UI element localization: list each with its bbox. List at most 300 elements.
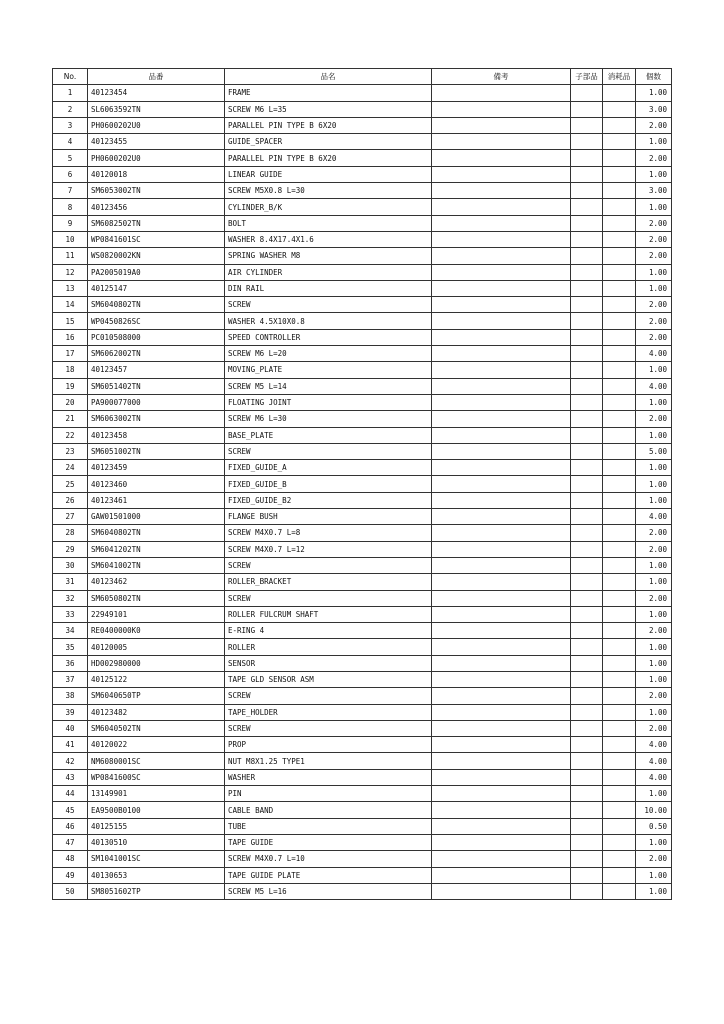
table-row	[53, 85, 672, 101]
cell-no: 29	[53, 541, 88, 557]
cell-part-number: WP0841601SC	[88, 231, 225, 247]
table-row	[53, 802, 672, 818]
cell-remarks	[432, 769, 571, 785]
cell-consumable	[603, 590, 636, 606]
cell-subpart	[571, 688, 603, 704]
table-header-row	[53, 69, 672, 85]
cell-subpart	[571, 476, 603, 492]
cell-quantity: 1.00	[636, 704, 672, 720]
table-row	[53, 476, 672, 492]
cell-subpart	[571, 215, 603, 231]
cell-subpart	[571, 623, 603, 639]
cell-no: 28	[53, 525, 88, 541]
cell-no: 32	[53, 590, 88, 606]
cell-remarks	[432, 606, 571, 622]
cell-remarks	[432, 150, 571, 166]
table-row	[53, 786, 672, 802]
table-row	[53, 606, 672, 622]
cell-consumable	[603, 346, 636, 362]
header-part-name: 品名	[225, 69, 432, 85]
cell-no: 1	[53, 85, 88, 101]
cell-quantity: 3.00	[636, 183, 672, 199]
cell-remarks	[432, 166, 571, 182]
cell-no: 31	[53, 574, 88, 590]
cell-subpart	[571, 720, 603, 736]
cell-consumable	[603, 769, 636, 785]
cell-quantity: 1.00	[636, 786, 672, 802]
cell-part-number: 40123462	[88, 574, 225, 590]
cell-subpart	[571, 394, 603, 410]
header-quantity: 個数	[636, 69, 672, 85]
cell-part-number: SM6062002TN	[88, 346, 225, 362]
table-row	[53, 688, 672, 704]
cell-subpart	[571, 313, 603, 329]
cell-remarks	[432, 688, 571, 704]
cell-no: 34	[53, 623, 88, 639]
cell-no: 39	[53, 704, 88, 720]
cell-part-number: SM6040650TP	[88, 688, 225, 704]
cell-part-number: PC010508000	[88, 329, 225, 345]
cell-remarks	[432, 199, 571, 215]
table-row	[53, 313, 672, 329]
cell-consumable	[603, 394, 636, 410]
cell-no: 15	[53, 313, 88, 329]
cell-part-name: SPRING WASHER M8	[225, 248, 432, 264]
cell-part-name: PROP	[225, 737, 432, 753]
cell-part-name: E-RING 4	[225, 623, 432, 639]
cell-part-name: DIN RAIL	[225, 280, 432, 296]
cell-consumable	[603, 134, 636, 150]
cell-no: 4	[53, 134, 88, 150]
table-row	[53, 101, 672, 117]
table-row	[53, 818, 672, 834]
header-no: No.	[53, 69, 88, 85]
cell-consumable	[603, 867, 636, 883]
cell-consumable	[603, 150, 636, 166]
cell-no: 42	[53, 753, 88, 769]
cell-part-number: SM6040802TN	[88, 297, 225, 313]
cell-no: 16	[53, 329, 88, 345]
table-row	[53, 199, 672, 215]
cell-no: 45	[53, 802, 88, 818]
cell-remarks	[432, 443, 571, 459]
cell-consumable	[603, 720, 636, 736]
cell-remarks	[432, 590, 571, 606]
cell-remarks	[432, 411, 571, 427]
cell-subpart	[571, 297, 603, 313]
cell-quantity: 4.00	[636, 378, 672, 394]
cell-subpart	[571, 606, 603, 622]
cell-quantity: 2.00	[636, 297, 672, 313]
cell-subpart	[571, 802, 603, 818]
table-row	[53, 443, 672, 459]
cell-remarks	[432, 362, 571, 378]
cell-part-number: PH0600202U0	[88, 150, 225, 166]
cell-quantity: 1.00	[636, 394, 672, 410]
cell-part-number: HD002980000	[88, 655, 225, 671]
cell-quantity: 2.00	[636, 248, 672, 264]
cell-part-number: WS0820002KN	[88, 248, 225, 264]
cell-consumable	[603, 215, 636, 231]
cell-consumable	[603, 362, 636, 378]
cell-part-name: BASE_PLATE	[225, 427, 432, 443]
table-body	[53, 85, 672, 900]
cell-no: 35	[53, 639, 88, 655]
cell-part-number: PA2005019A0	[88, 264, 225, 280]
cell-no: 22	[53, 427, 88, 443]
table-row	[53, 183, 672, 199]
table-row	[53, 883, 672, 899]
cell-consumable	[603, 85, 636, 101]
cell-remarks	[432, 574, 571, 590]
cell-remarks	[432, 655, 571, 671]
cell-consumable	[603, 443, 636, 459]
cell-part-name: TAPE GLD SENSOR ASM	[225, 671, 432, 687]
cell-no: 18	[53, 362, 88, 378]
cell-remarks	[432, 639, 571, 655]
cell-no: 46	[53, 818, 88, 834]
cell-no: 19	[53, 378, 88, 394]
table-row	[53, 834, 672, 850]
cell-no: 12	[53, 264, 88, 280]
cell-subpart	[571, 427, 603, 443]
cell-no: 44	[53, 786, 88, 802]
cell-part-number: EA9500B0100	[88, 802, 225, 818]
cell-quantity: 2.00	[636, 720, 672, 736]
cell-consumable	[603, 476, 636, 492]
cell-subpart	[571, 851, 603, 867]
cell-remarks	[432, 378, 571, 394]
cell-no: 50	[53, 883, 88, 899]
cell-part-name: WASHER	[225, 769, 432, 785]
table-row	[53, 623, 672, 639]
cell-subpart	[571, 411, 603, 427]
header-consumable: 消耗品	[603, 69, 636, 85]
table-row	[53, 557, 672, 573]
cell-remarks	[432, 883, 571, 899]
cell-part-number: 40125122	[88, 671, 225, 687]
cell-quantity: 2.00	[636, 231, 672, 247]
cell-no: 9	[53, 215, 88, 231]
cell-subpart	[571, 492, 603, 508]
cell-consumable	[603, 883, 636, 899]
cell-remarks	[432, 346, 571, 362]
cell-remarks	[432, 248, 571, 264]
cell-part-name: ROLLER	[225, 639, 432, 655]
cell-consumable	[603, 606, 636, 622]
cell-remarks	[432, 802, 571, 818]
cell-part-number: 40123458	[88, 427, 225, 443]
cell-part-name: TAPE GUIDE PLATE	[225, 867, 432, 883]
cell-consumable	[603, 231, 636, 247]
cell-quantity: 2.00	[636, 590, 672, 606]
cell-part-number: SM6051402TN	[88, 378, 225, 394]
cell-part-name: SCREW	[225, 443, 432, 459]
cell-consumable	[603, 786, 636, 802]
cell-part-name: WASHER 8.4X17.4X1.6	[225, 231, 432, 247]
cell-consumable	[603, 737, 636, 753]
cell-no: 3	[53, 117, 88, 133]
header-part-number: 品番	[88, 69, 225, 85]
cell-subpart	[571, 737, 603, 753]
cell-subpart	[571, 574, 603, 590]
cell-part-name: PIN	[225, 786, 432, 802]
cell-no: 11	[53, 248, 88, 264]
table-row	[53, 231, 672, 247]
cell-part-name: FIXED_GUIDE_B	[225, 476, 432, 492]
cell-subpart	[571, 378, 603, 394]
table-row	[53, 867, 672, 883]
cell-part-name: MOVING_PLATE	[225, 362, 432, 378]
cell-subpart	[571, 704, 603, 720]
cell-subpart	[571, 199, 603, 215]
table-row	[53, 769, 672, 785]
cell-no: 36	[53, 655, 88, 671]
cell-quantity: 1.00	[636, 655, 672, 671]
cell-part-number: SM6041202TN	[88, 541, 225, 557]
cell-part-name: SCREW M5 L=16	[225, 883, 432, 899]
cell-remarks	[432, 834, 571, 850]
cell-no: 21	[53, 411, 88, 427]
cell-part-name: FRAME	[225, 85, 432, 101]
table-row	[53, 851, 672, 867]
cell-part-name: SCREW	[225, 688, 432, 704]
cell-subpart	[571, 362, 603, 378]
cell-subpart	[571, 248, 603, 264]
cell-subpart	[571, 150, 603, 166]
cell-no: 24	[53, 460, 88, 476]
table-row	[53, 362, 672, 378]
cell-part-name: ROLLER_BRACKET	[225, 574, 432, 590]
cell-no: 40	[53, 720, 88, 736]
cell-consumable	[603, 183, 636, 199]
cell-quantity: 2.00	[636, 117, 672, 133]
cell-subpart	[571, 280, 603, 296]
cell-subpart	[571, 183, 603, 199]
cell-no: 30	[53, 557, 88, 573]
cell-part-number: WP0450826SC	[88, 313, 225, 329]
cell-quantity: 4.00	[636, 737, 672, 753]
cell-quantity: 1.00	[636, 557, 672, 573]
cell-part-number: SM6040502TN	[88, 720, 225, 736]
cell-part-name: BOLT	[225, 215, 432, 231]
cell-consumable	[603, 492, 636, 508]
cell-subpart	[571, 655, 603, 671]
cell-part-number: 40123457	[88, 362, 225, 378]
cell-part-name: CYLINDER_B/K	[225, 199, 432, 215]
cell-consumable	[603, 834, 636, 850]
cell-remarks	[432, 786, 571, 802]
cell-part-number: 40123459	[88, 460, 225, 476]
cell-part-number: NM6080001SC	[88, 753, 225, 769]
cell-part-number: PA900077000	[88, 394, 225, 410]
cell-quantity: 2.00	[636, 329, 672, 345]
cell-part-number: 13149901	[88, 786, 225, 802]
cell-subpart	[571, 509, 603, 525]
cell-remarks	[432, 394, 571, 410]
cell-remarks	[432, 509, 571, 525]
cell-consumable	[603, 802, 636, 818]
cell-part-name: SPEED CONTROLLER	[225, 329, 432, 345]
cell-subpart	[571, 329, 603, 345]
cell-remarks	[432, 427, 571, 443]
cell-subpart	[571, 639, 603, 655]
cell-part-number: SM6063002TN	[88, 411, 225, 427]
cell-quantity: 2.00	[636, 851, 672, 867]
cell-quantity: 1.00	[636, 492, 672, 508]
cell-consumable	[603, 655, 636, 671]
cell-subpart	[571, 541, 603, 557]
cell-no: 6	[53, 166, 88, 182]
cell-no: 37	[53, 671, 88, 687]
cell-remarks	[432, 818, 571, 834]
cell-remarks	[432, 297, 571, 313]
cell-consumable	[603, 639, 636, 655]
cell-no: 17	[53, 346, 88, 362]
cell-no: 41	[53, 737, 88, 753]
cell-part-name: SCREW M6 L=20	[225, 346, 432, 362]
cell-part-name: GUIDE_SPACER	[225, 134, 432, 150]
cell-subpart	[571, 867, 603, 883]
cell-remarks	[432, 671, 571, 687]
cell-consumable	[603, 101, 636, 117]
cell-quantity: 1.00	[636, 264, 672, 280]
cell-part-name: SCREW M5X0.8 L=30	[225, 183, 432, 199]
table-row	[53, 280, 672, 296]
cell-consumable	[603, 851, 636, 867]
cell-quantity: 2.00	[636, 623, 672, 639]
cell-part-number: SM1041001SC	[88, 851, 225, 867]
cell-quantity: 2.00	[636, 541, 672, 557]
cell-no: 2	[53, 101, 88, 117]
cell-consumable	[603, 541, 636, 557]
cell-subpart	[571, 231, 603, 247]
table-row	[53, 134, 672, 150]
table-row	[53, 541, 672, 557]
cell-remarks	[432, 525, 571, 541]
cell-consumable	[603, 509, 636, 525]
cell-part-name: SCREW M4X0.7 L=8	[225, 525, 432, 541]
cell-quantity: 1.00	[636, 134, 672, 150]
cell-no: 25	[53, 476, 88, 492]
table-row	[53, 264, 672, 280]
cell-quantity: 1.00	[636, 834, 672, 850]
cell-part-number: 40123460	[88, 476, 225, 492]
cell-consumable	[603, 753, 636, 769]
cell-part-number: 40120018	[88, 166, 225, 182]
cell-part-number: 40130510	[88, 834, 225, 850]
cell-quantity: 10.00	[636, 802, 672, 818]
cell-consumable	[603, 117, 636, 133]
cell-no: 43	[53, 769, 88, 785]
cell-quantity: 1.00	[636, 199, 672, 215]
cell-no: 27	[53, 509, 88, 525]
cell-part-number: 40123461	[88, 492, 225, 508]
cell-part-number: 40123454	[88, 85, 225, 101]
cell-quantity: 1.00	[636, 476, 672, 492]
table-row	[53, 509, 672, 525]
cell-consumable	[603, 557, 636, 573]
cell-part-number: 40130653	[88, 867, 225, 883]
table-row	[53, 150, 672, 166]
cell-part-name: PARALLEL PIN TYPE B 6X20	[225, 117, 432, 133]
cell-no: 48	[53, 851, 88, 867]
cell-part-name: SCREW	[225, 297, 432, 313]
cell-remarks	[432, 85, 571, 101]
cell-remarks	[432, 264, 571, 280]
cell-part-name: FIXED_GUIDE_A	[225, 460, 432, 476]
cell-consumable	[603, 297, 636, 313]
cell-consumable	[603, 199, 636, 215]
cell-remarks	[432, 737, 571, 753]
cell-part-number: 22949101	[88, 606, 225, 622]
cell-remarks	[432, 280, 571, 296]
cell-subpart	[571, 101, 603, 117]
cell-quantity: 5.00	[636, 443, 672, 459]
table-row	[53, 378, 672, 394]
cell-part-number: 40120005	[88, 639, 225, 655]
cell-part-number: 40123456	[88, 199, 225, 215]
cell-part-number: 40120022	[88, 737, 225, 753]
cell-quantity: 1.00	[636, 85, 672, 101]
table-row	[53, 704, 672, 720]
cell-subpart	[571, 557, 603, 573]
table-row	[53, 117, 672, 133]
cell-part-number: SL6063592TN	[88, 101, 225, 117]
cell-quantity: 1.00	[636, 427, 672, 443]
cell-quantity: 1.00	[636, 639, 672, 655]
cell-no: 33	[53, 606, 88, 622]
cell-subpart	[571, 590, 603, 606]
table-row	[53, 346, 672, 362]
cell-quantity: 4.00	[636, 753, 672, 769]
cell-part-number: 40123482	[88, 704, 225, 720]
parts-list-table	[52, 68, 672, 900]
table-row	[53, 411, 672, 427]
cell-part-number: SM8051602TP	[88, 883, 225, 899]
cell-quantity: 1.00	[636, 574, 672, 590]
cell-consumable	[603, 280, 636, 296]
cell-subpart	[571, 818, 603, 834]
cell-no: 23	[53, 443, 88, 459]
cell-subpart	[571, 346, 603, 362]
cell-no: 7	[53, 183, 88, 199]
cell-quantity: 4.00	[636, 769, 672, 785]
cell-no: 8	[53, 199, 88, 215]
cell-quantity: 2.00	[636, 688, 672, 704]
cell-consumable	[603, 574, 636, 590]
cell-no: 13	[53, 280, 88, 296]
cell-subpart	[571, 769, 603, 785]
cell-quantity: 2.00	[636, 411, 672, 427]
cell-subpart	[571, 85, 603, 101]
cell-quantity: 4.00	[636, 509, 672, 525]
cell-quantity: 0.50	[636, 818, 672, 834]
cell-subpart	[571, 134, 603, 150]
cell-remarks	[432, 720, 571, 736]
cell-subpart	[571, 460, 603, 476]
cell-remarks	[432, 101, 571, 117]
cell-consumable	[603, 427, 636, 443]
cell-no: 10	[53, 231, 88, 247]
cell-consumable	[603, 704, 636, 720]
cell-remarks	[432, 134, 571, 150]
table-row	[53, 639, 672, 655]
table-row	[53, 655, 672, 671]
cell-part-name: WASHER 4.5X10X0.8	[225, 313, 432, 329]
cell-part-name: FLANGE BUSH	[225, 509, 432, 525]
cell-quantity: 2.00	[636, 215, 672, 231]
